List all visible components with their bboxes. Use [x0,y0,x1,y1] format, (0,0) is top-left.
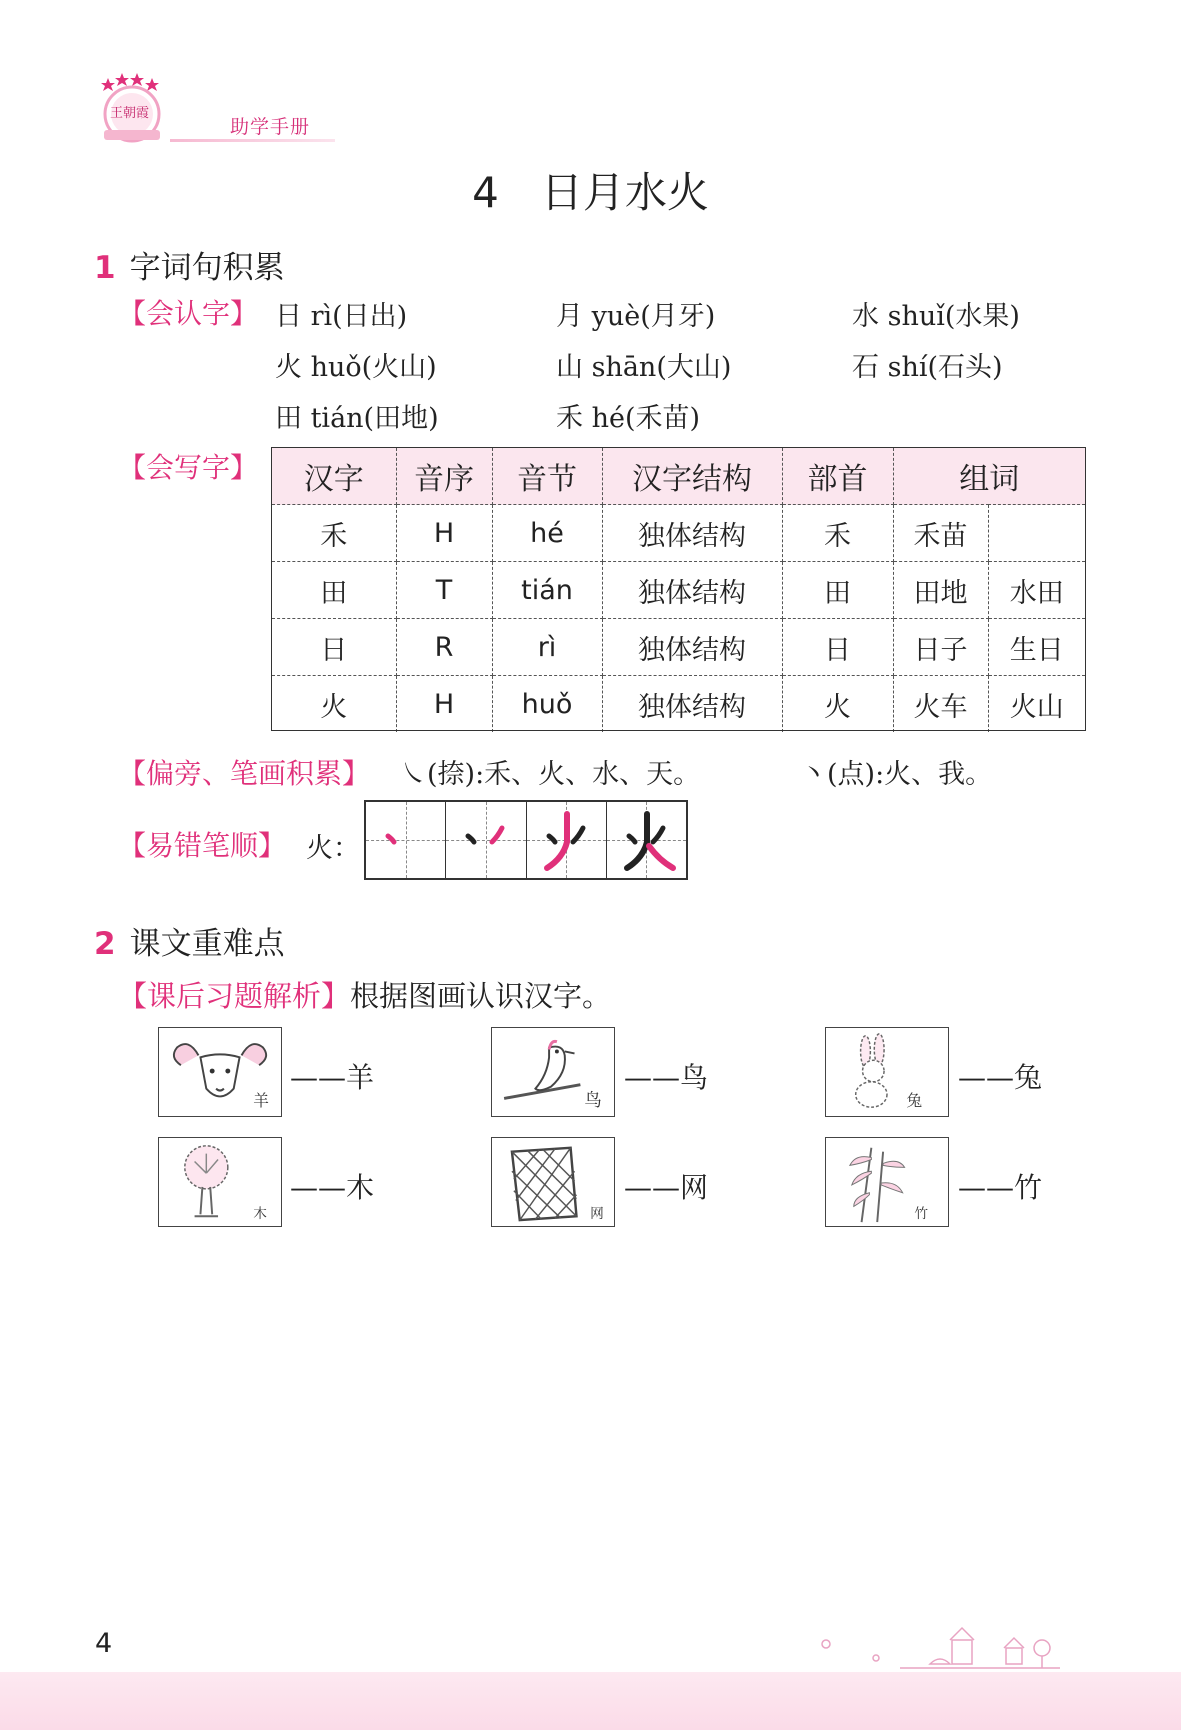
rabbit-icon [826,1028,948,1116]
svg-text:兔: 兔 [906,1091,923,1111]
table-row [272,676,1085,733]
logo-text: 王朝霞 [110,106,150,121]
table-cell: 火山 [1009,691,1064,723]
stroke-cell [446,802,526,878]
table-cell: H [396,676,492,733]
table-cell: 田 [272,562,396,619]
table-cell: 田地 [893,562,988,619]
table-header-cell: 组词 [893,448,1085,505]
picture-label: ——羊 [290,1061,375,1094]
picture-label: ——鸟 [624,1061,709,1094]
svg-text:木: 木 [253,1206,267,1223]
stroke-cell [527,802,607,878]
footer-decoration-icon [810,1618,1070,1678]
section-2-title: 课文重难点 [129,926,285,962]
tree-picture [158,1137,282,1227]
recognize-item: 日 rì(日出) [275,301,408,332]
ram-icon [159,1028,281,1116]
table-cell: huǒ [492,676,602,733]
recognize-item: 火 huǒ(火山) [275,352,437,383]
tree-icon [159,1138,281,1226]
rabbit-picture [825,1027,949,1117]
table-cell: 生日 [988,619,1085,676]
recognize-item: 山 shān(大山) [556,352,732,383]
table-cell: rì [492,619,602,676]
section-1-title: 字词句积累 [129,250,285,286]
table-cell: 禾 [272,505,396,562]
net-icon [492,1138,614,1226]
exercise-text: 根据图画认识汉字。 [350,979,612,1013]
table-cell [988,505,1085,562]
table-cell: 火 [272,676,396,733]
table-header-cell: 音节 [492,448,602,505]
stroke-cell [607,802,686,878]
picture-label: ——网 [624,1171,709,1204]
header-divider [170,139,335,142]
table-header-cell: 汉字 [272,448,396,505]
table-cell: R [396,619,492,676]
table-cell: 独体结构 [602,619,782,676]
radicals-tag: 【偏旁、笔画积累】 [118,757,371,790]
table-cell: tián [492,562,602,619]
table-cell: 独体结构 [602,562,782,619]
table-cell: 独体结构 [602,676,782,733]
recognize-item: 禾 hé(禾苗) [556,403,701,434]
table-cell: hé [492,505,602,562]
table-cell: 禾苗 [893,505,988,562]
table-cell: 日子 [893,619,988,676]
stroke-step-2-icon [446,802,526,878]
picture-label: ——木 [290,1171,375,1204]
page-title: 4 日月水火 [472,168,709,217]
stroke-cell [366,802,446,878]
ram-picture [158,1027,282,1117]
picture-label: ——兔 [958,1061,1043,1094]
recognize-item: 石 shí(石头) [852,352,1003,383]
write-tag: 【会写字】 [118,451,259,484]
svg-text:竹: 竹 [914,1206,929,1223]
recognize-item: 田 tián(田地) [275,403,439,434]
recognize-item: 月 yuè(月牙) [556,301,716,332]
recognize-item: 水 shuǐ(水果) [852,301,1020,332]
table-cell: 田 [782,562,893,619]
table-header-cell: 汉字结构 [602,448,782,505]
svg-text:鸟: 鸟 [584,1091,602,1112]
table-cell: H [396,505,492,562]
table-cell: 火 [782,676,893,733]
table-row [272,562,1085,619]
table-header-cell: 部首 [782,448,893,505]
character-table [272,448,1085,732]
bird-icon [492,1028,614,1116]
net-picture [491,1137,615,1227]
footer-band [0,1672,1181,1730]
exercise-line [118,974,611,1015]
table-header-row [272,448,1085,505]
svg-text:羊: 羊 [253,1091,269,1111]
page-number: 4 [95,1628,113,1659]
publisher-logo [92,68,172,148]
table-cell: 火车 [893,676,988,733]
table-cell: 水田 [988,562,1085,619]
section-2-number: 2 [94,926,116,962]
table-cell: 独体结构 [602,505,782,562]
table-row [272,619,1085,676]
radicals-dot-stroke-line: 丶(点):火、我。 [800,759,993,790]
table-cell: 禾 [782,505,893,562]
table-row [272,505,1085,562]
stroke-order-char: 火： [306,833,360,864]
table-cell: 日 [272,619,396,676]
table-header-cell: 音序 [396,448,492,505]
svg-text:网: 网 [590,1206,604,1223]
stroke-order-tag: 【易错笔顺】 [118,829,287,862]
recognize-tag: 【会认字】 [118,297,259,330]
exercise-tag: 【课后习题解析】 [118,979,351,1013]
stroke-step-3-icon [527,802,607,878]
stroke-order-grid [364,800,688,880]
section-1-heading [94,242,285,287]
table-cell: T [396,562,492,619]
section-2-heading [94,918,285,963]
stroke-step-1-icon [366,802,446,878]
picture-label: ——竹 [958,1171,1043,1204]
bamboo-icon [826,1138,948,1226]
header-label: 助学手册 [230,116,311,138]
radicals-pie-stroke-line: ㇏(捺):禾、火、水、天。 [400,759,701,790]
stroke-step-4-icon [607,802,687,878]
bamboo-picture [825,1137,949,1227]
section-1-number: 1 [94,250,116,286]
table-cell: 日 [782,619,893,676]
bird-picture [491,1027,615,1117]
